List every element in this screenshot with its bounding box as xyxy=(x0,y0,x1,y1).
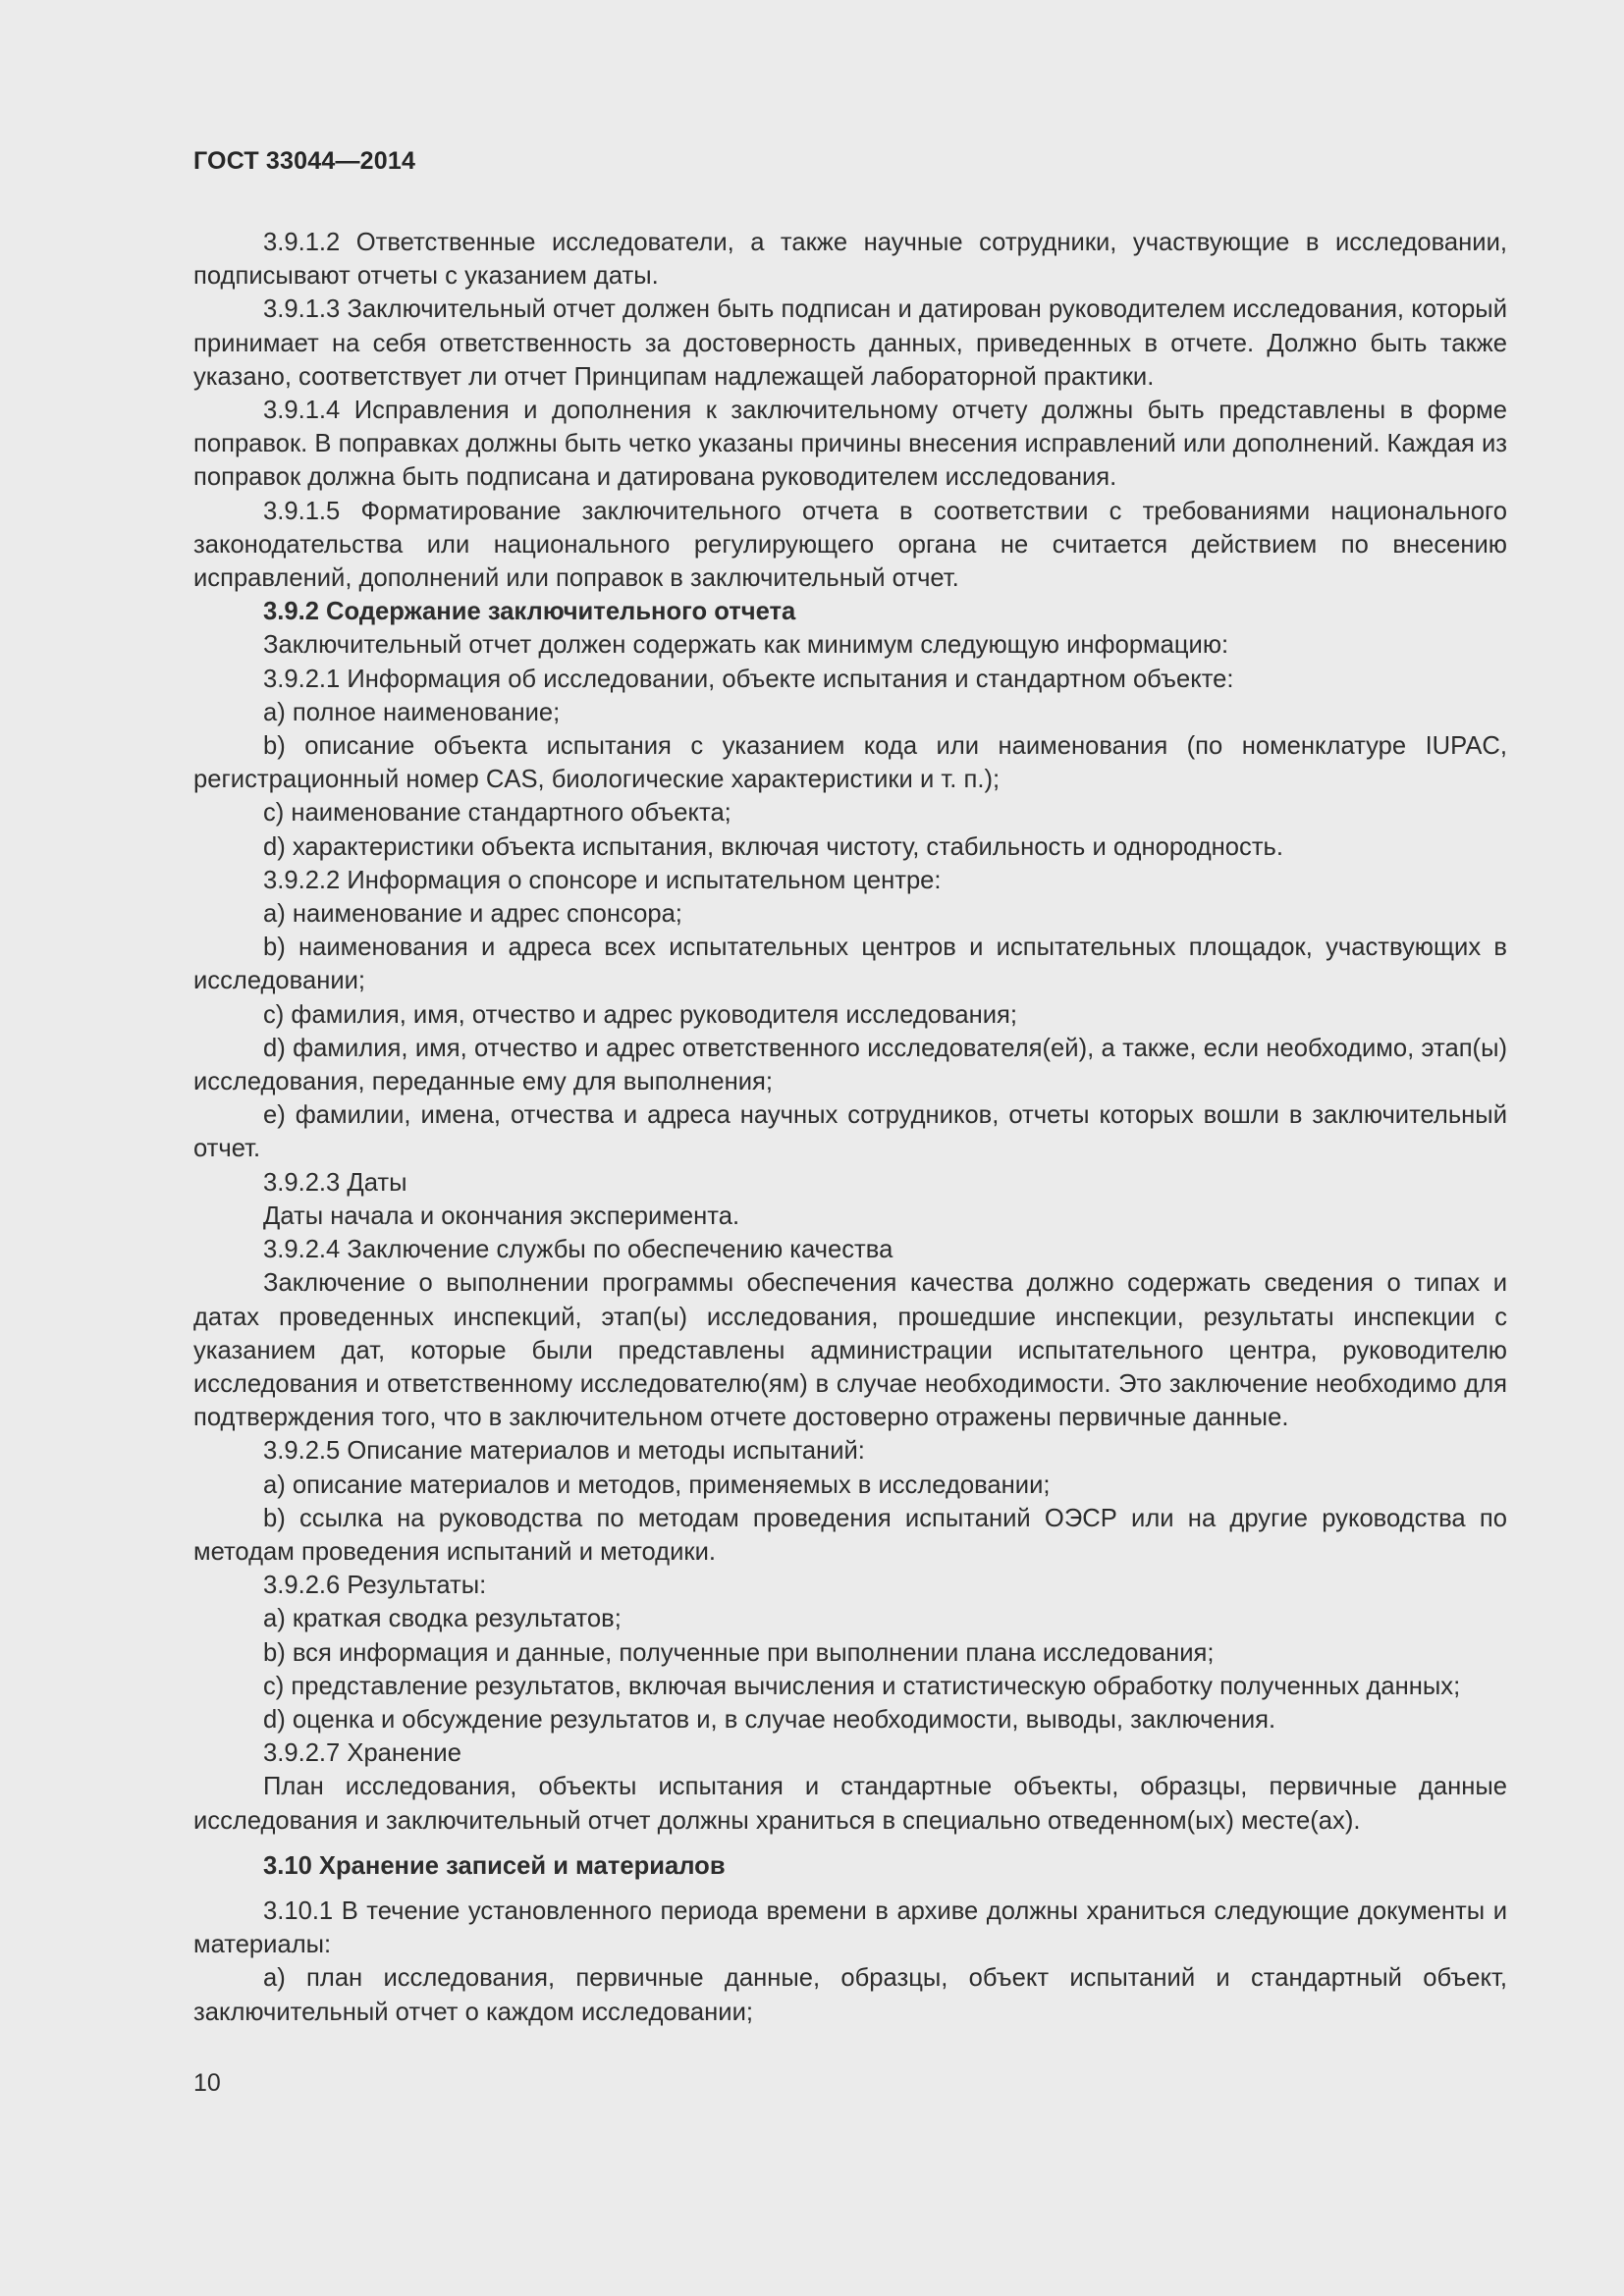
list-item: c) наименование стандартного объекта; xyxy=(263,799,731,828)
clause-3-9-1-3: 3.9.1.3 Заключительный отчет должен быть подписан и датирован руководителем исследования, который принимает на себя ответственность за достоверность данных, приведенных в отчете. Должно быть также указано, соответствует ли отчет Принципам надлежащей лабораторной практики. xyxy=(193,295,1507,391)
page-number: 10 xyxy=(193,2069,221,2097)
list-item: c) представление результатов, включая вычисления и статистическую обработку полученных данных; xyxy=(263,1672,1461,1700)
clause-text: Заключение о выполнении программы обеспечения качества должно содержать сведения о типах и датах проведенных инспекций, этап(ы) исследования, прошедшие инспекции, результаты инспекции с указанием дат, которые были представлены администрации испытательного центра, руководителю исследования и ответственному исследователю(ям) в случае необходимости. Это заключение необходимо для подтверждения того, что в заключительном отчете достоверно отражены первичные данные. xyxy=(193,1269,1507,1432)
clause-3-9-2-2: 3.9.2.2 Информация о спонсоре и испытательном центре: xyxy=(263,866,942,894)
clause-3-9-2-4: 3.9.2.4 Заключение службы по обеспечению качества xyxy=(263,1236,893,1264)
list-item: d) оценка и обсуждение результатов и, в случае необходимости, выводы, заключения. xyxy=(263,1705,1276,1734)
list-item: a) краткая сводка результатов; xyxy=(263,1605,622,1633)
list-item: e) фамилии, имена, отчества и адреса научных сотрудников, отчеты которых вошли в заключительный отчет. xyxy=(193,1101,1507,1163)
list-item: a) план исследования, первичные данные, образцы, объект испытаний и стандартный объект, заключительный отчет о каждом исследовании; xyxy=(193,1964,1507,2026)
clause-text: План исследования, объекты испытания и стандартные объекты, образцы, первичные данные исследования и заключительный отчет должны храниться в специально отведенном(ых) месте(ах). xyxy=(193,1773,1507,1835)
list-item: a) наименование и адрес спонсора; xyxy=(263,900,682,929)
clause-3-9-2-1: 3.9.2.1 Информация об исследовании, объекте испытания и стандартном объекте: xyxy=(263,665,1234,693)
list-item: d) характеристики объекта испытания, включая чистоту, стабильность и однородность. xyxy=(263,832,1284,861)
clause-3-9-1-5: 3.9.1.5 Форматирование заключительного отчета в соответствии с требованиями национального законодательства или национального регулирующего органа не считается действием по внесению исправлений, дополнений или поправок в заключительный отчет. xyxy=(193,497,1507,593)
clause-text: Даты начала и окончания эксперимента. xyxy=(263,1201,740,1230)
list-item: b) ссылка на руководства по методам проведения испытаний ОЭСР или на другие руководства по методам проведения испытаний и методики. xyxy=(193,1504,1507,1566)
list-item: a) полное наименование; xyxy=(263,698,561,726)
clause-3-9-2-5: 3.9.2.5 Описание материалов и методы испытаний: xyxy=(263,1437,865,1466)
clause-3-9-2-6: 3.9.2.6 Результаты: xyxy=(263,1572,487,1600)
clause-3-9-1-2: 3.9.1.2 Ответственные исследователи, а также научные сотрудники, участвующие в исследовании, подписывают отчеты с указанием даты. xyxy=(193,229,1507,291)
list-item: b) описание объекта испытания с указанием кода или наименования (по номенклатуре IUPAC, регистрационный номер CAS, биологические характеристики и т. п.); xyxy=(193,732,1507,794)
list-item: b) наименования и адреса всех испытательных центров и испытательных площадок, участвующих в исследовании; xyxy=(193,934,1507,995)
standard-header: ГОСТ 33044—2014 xyxy=(193,147,416,175)
clause-3-9-1-4: 3.9.1.4 Исправления и дополнения к заключительному отчету должны быть представлены в форме поправок. В поправках должны быть четко указаны причины внесения исправлений или дополнений. Каждая из поправок должна быть подписана и датирована руководителем исследования. xyxy=(193,397,1507,492)
clause-3-10-1: 3.10.1 В течение установленного периода времени в архиве должны храниться следующие документы и материалы: xyxy=(193,1896,1507,1959)
document-body xyxy=(193,226,1507,2029)
clause-3-9-2-7: 3.9.2.7 Хранение xyxy=(263,1739,461,1768)
list-item: d) фамилия, имя, отчество и адрес ответственного исследователя(ей), а также, если необходимо, этап(ы) исследования, переданные ему для выполнения; xyxy=(193,1034,1507,1096)
section-heading-3-10: 3.10 Хранение записей и материалов xyxy=(263,1851,726,1880)
list-item: a) описание материалов и методов, применяемых в исследовании; xyxy=(263,1470,1051,1499)
section-intro: Заключительный отчет должен содержать как минимум следующую информацию: xyxy=(263,631,1229,660)
clause-3-9-2-3: 3.9.2.3 Даты xyxy=(263,1168,407,1197)
list-item: b) вся информация и данные, полученные при выполнении плана исследования; xyxy=(263,1638,1215,1667)
list-item: c) фамилия, имя, отчество и адрес руководителя исследования; xyxy=(263,1000,1017,1029)
section-heading-3-9-2: 3.9.2 Содержание заключительного отчета xyxy=(263,598,796,626)
